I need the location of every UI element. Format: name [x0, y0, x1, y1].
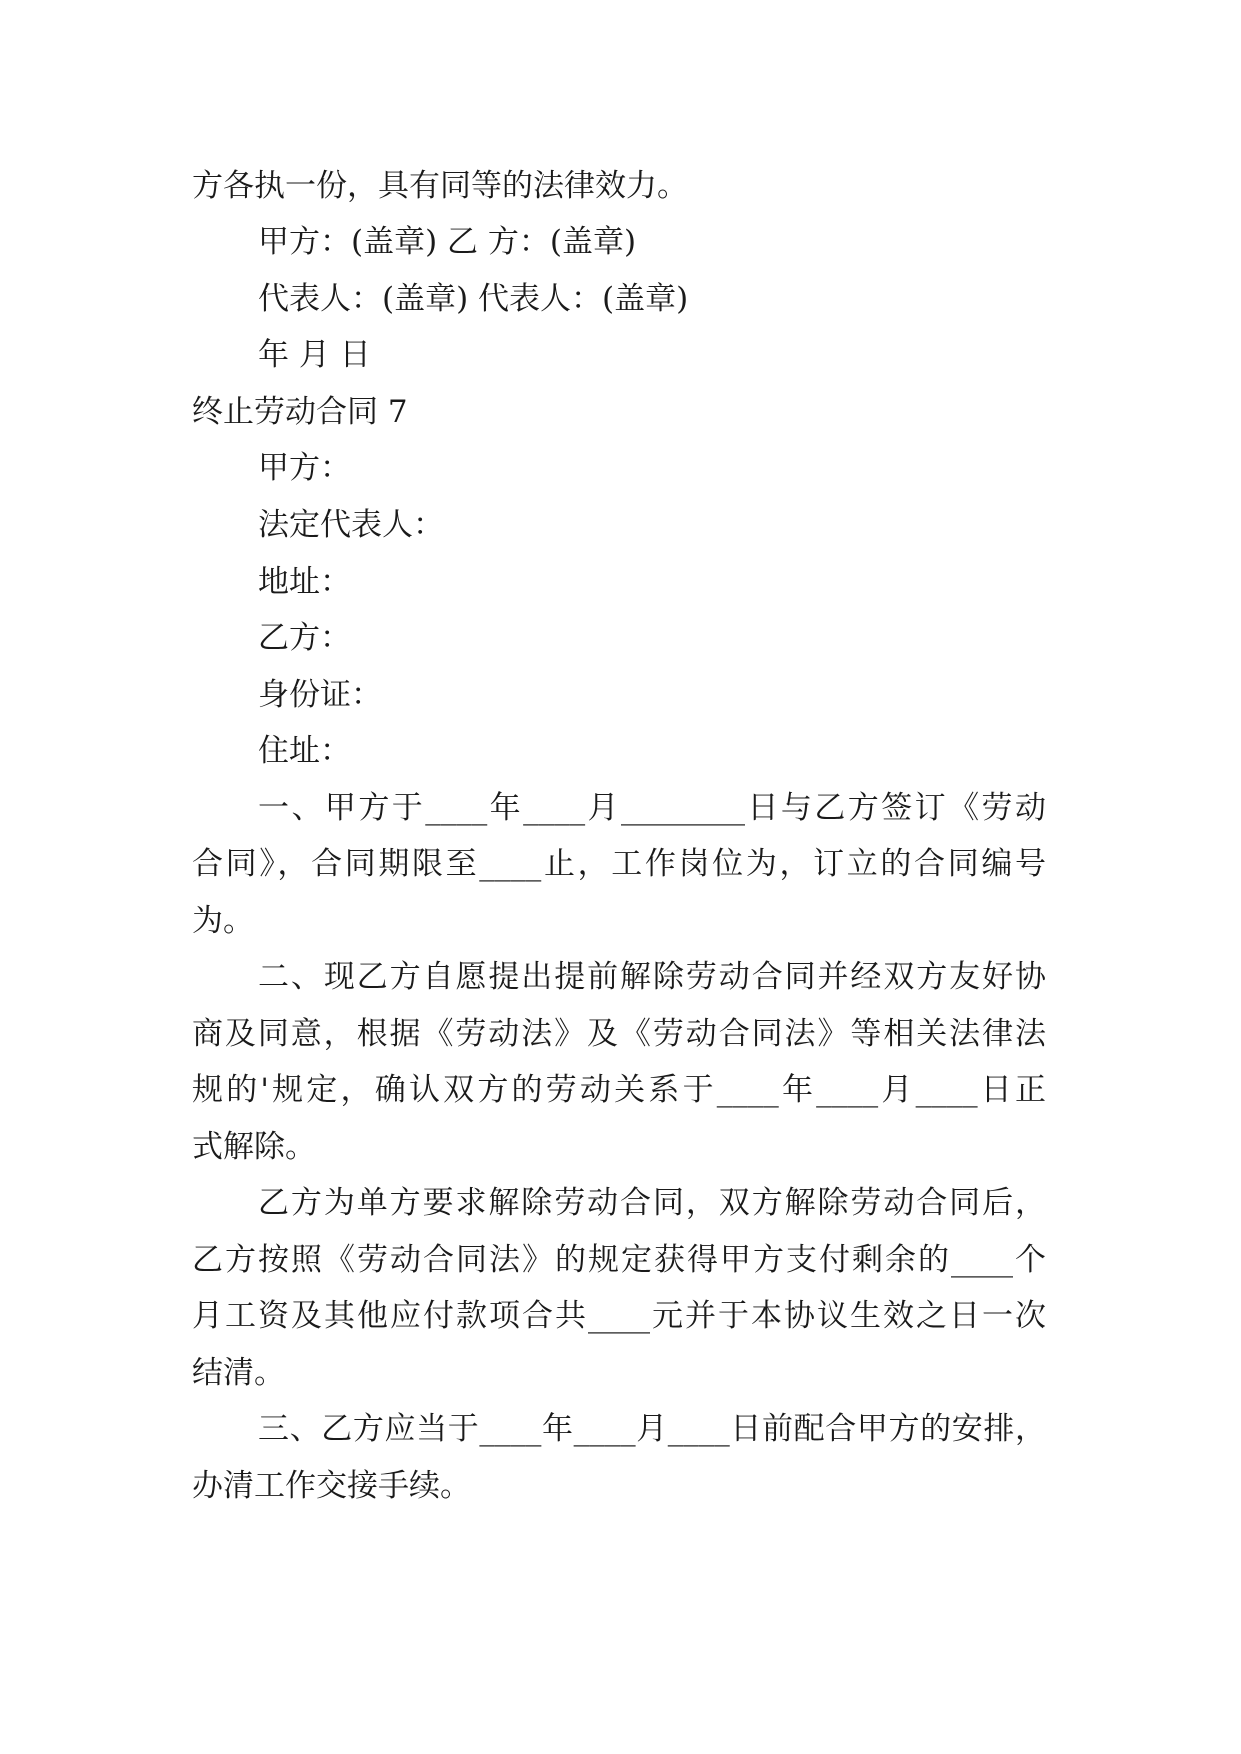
- section-title: 终止劳动合同 7: [192, 394, 408, 430]
- signature-line: 代表人：(盖章) 代表人：(盖章): [258, 281, 689, 317]
- date-line: 年 月 日: [258, 337, 371, 373]
- paragraph-line: 月工资及其他应付款项合共____元并于本协议生效之日一次: [192, 1298, 1046, 1334]
- party-field-label: 住址：: [258, 733, 351, 769]
- party-field-label: 地址：: [258, 564, 351, 600]
- paragraph-line: 结清。: [192, 1355, 285, 1391]
- party-field-label: 身份证：: [258, 677, 382, 713]
- paragraph-line: 规的'规定，确认双方的劳动关系于____年____月____日正: [192, 1072, 1046, 1108]
- party-field-label: 法定代表人：: [258, 507, 444, 543]
- paragraph-line: 办清工作交接手续。: [192, 1468, 471, 1504]
- party-field-label: 乙方：: [258, 620, 351, 656]
- paragraph-line: 为。: [192, 903, 254, 939]
- paragraph-line: 商及同意，根据《劳动法》及《劳动合同法》等相关法律法: [192, 1016, 1046, 1052]
- paragraph-line: 乙方为单方要求解除劳动合同，双方解除劳动合同后，: [258, 1185, 1046, 1221]
- paragraph-line: 乙方按照《劳动合同法》的规定获得甲方支付剩余的____个: [192, 1242, 1046, 1278]
- signature-line: 甲方：(盖章) 乙 方：(盖章): [258, 224, 637, 260]
- paragraph-line: 一、甲方于____年____月________日与乙方签订《劳动: [258, 790, 1046, 826]
- party-field-label: 甲方：: [258, 450, 351, 486]
- paragraph-line: 三、乙方应当于____年____月____日前配合甲方的安排，: [258, 1411, 1046, 1447]
- paragraph-line: 合同》，合同期限至____止，工作岗位为，订立的合同编号: [192, 846, 1046, 882]
- paragraph-line: 二、现乙方自愿提出提前解除劳动合同并经双方友好协: [258, 959, 1046, 995]
- paragraph-line: 式解除。: [192, 1129, 316, 1165]
- paragraph-line: 方各执一份，具有同等的法律效力。: [192, 168, 688, 204]
